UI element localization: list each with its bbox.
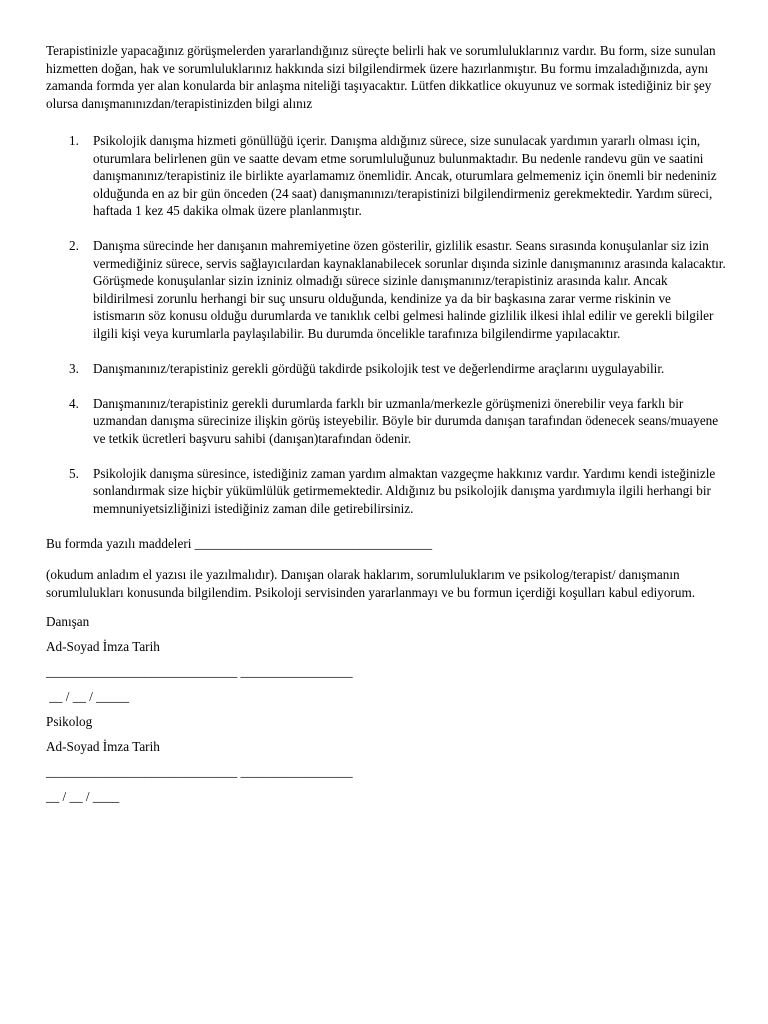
list-item bbox=[46, 132, 726, 220]
psychologist-signature-block bbox=[46, 713, 726, 806]
document-page bbox=[46, 42, 726, 813]
list-item-text: Danışmanınız/terapistiniz gerekli durumlarda farklı bir uzmanla/merkezle görüşmenizi önerebilir veya farklı bir uzmandan danışma sürecinize ilişkin görüş isteyebilir. Böyle bir durumda danışan tarafından ödenecek seans/muayene ve tetkik ücretleri başvuru sahibi (danışan)tarafından ödenir. bbox=[93, 395, 719, 446]
list-item bbox=[46, 395, 726, 448]
list-item-number: 1. bbox=[69, 133, 79, 148]
client-signature-block bbox=[46, 613, 726, 706]
list-item-text: Psikolojik danışma süresince, istediğiniz zaman yardım almaktan vazgeçme hakkınız vardır. Yardımı kendi isteğinizle sonlandırmak size hiçbir yükümlülük getirmemektedir. Aldığınız bu psikolojik danışma yardımıyla ilgili herhangi bir memnuniyetsizliğinizi istediğiniz zaman dile getirebilirsiniz. bbox=[93, 465, 716, 516]
client-signature-lines: _____________________________ _________________ bbox=[46, 664, 353, 679]
list-item-text: Danışma sürecinde her danışanın mahremiyetine özen gösterilir, gizlilik esastır. Seans sırasında konuşulanlar siz izin vermediğiniz sürece, servis sağlayıcılardan kaynaklanabilecek sorunlar dışında sizinle danışmanınız arasında kalacaktır. Görüşmede konuşulanlar sizin izniniz olmadığı sürece sizinle danışmanınız/terapistiniz arasında kalır. Ancak bildirilmesi zorunlu herhangi bir suç unsuru olduğunda, kendinize ya da bir başkasına zarar verme riskinin ve istismarın söz konusu olduğu durumlarda ve tanıklık celbi gelmesi halinde gizlilik ilkesi ihlal edilir ve gerekli bilgiler ilgili kişi veya kurumlarla paylaşılabilir. Bu durumda öncelikle tarafınıza bilgilendirme yapılacaktır. bbox=[93, 238, 726, 341]
psychologist-signature-lines: _____________________________ _________________ bbox=[46, 764, 353, 779]
list-item-number: 4. bbox=[69, 395, 79, 411]
rules-list bbox=[46, 132, 726, 517]
psychologist-date-line: __ / __ / ____ bbox=[46, 789, 120, 804]
consent-handwriting-line: Bu formda yazılı maddeleri ____________________________________ bbox=[46, 535, 433, 551]
list-item-text: Danışmanınız/terapistiniz gerekli gördüğü takdirde psikolojik test ve değerlendirme araçlarını uygulayabilir. bbox=[93, 360, 665, 376]
consent-statement: (okudum anladım el yazısı ile yazılmalıdır). Danışan olarak haklarım, sorumluluklarım ve psikolog/terapist/ danışmanın sorumlulukları konusunda bilgilendim. Psikoloji servisinden yararlanmayı ve bu formun içerdiği koşulları kabul ediyorum. bbox=[46, 567, 696, 600]
client-fields-label: Ad-Soyad İmza Tarih bbox=[46, 639, 160, 654]
list-item bbox=[46, 360, 726, 378]
list-item-text: Psikolojik danışma hizmeti gönüllüğü içerir. Danışma aldığınız sürece, size sunulacak yardımın yararlı olması için, oturumlara belirlenen gün ve saatte devam etme sorumluluğunuz bulunmaktadır. Bu nedenle randevu gün ve saatini danışmanınız/terapistiniz ile birlikte ayarlamamız önemlidir. Ancak, oturumlara gelmemeniz için önemli bir nedeniniz olduğunda en az bir gün önceden (24 saat) danışmanınızı/terapistinizi bilgilendirmeniz gerekmektedir. Yardım süreci, haftada 1 kez 45 dakika olmak üzere planlanmıştır. bbox=[93, 133, 717, 218]
list-item-number: 3. bbox=[69, 360, 79, 376]
intro-paragraph: Terapistinizle yapacağınız görüşmelerden yararlandığınız süreçte belirli hak ve sorumluluklarınız vardır. Bu form, size sunulan hizmetten doğan, hak ve sorumluluklarınız hakkında sizi bilgilendirmek üzere hazırlanmıştır. Bu formu imzaladığınızda, aynı zamanda formda yer alan konularda bir anlaşma niteliği taşıyacaktır. Lütfen dikkatlice okuyunuz ve sormak istediğiniz bir şey olursa danışmanınızdan/terapistinizden bilgi alınız bbox=[46, 43, 716, 111]
list-item-number: 5. bbox=[69, 465, 79, 481]
psychologist-fields-label: Ad-Soyad İmza Tarih bbox=[46, 739, 160, 754]
list-item-number: 2. bbox=[69, 238, 79, 253]
list-item bbox=[46, 465, 726, 518]
list-item bbox=[46, 237, 726, 342]
psychologist-label: Psikolog bbox=[46, 714, 93, 729]
client-date-line: __ / __ / _____ bbox=[46, 689, 130, 704]
client-label: Danışan bbox=[46, 614, 90, 629]
